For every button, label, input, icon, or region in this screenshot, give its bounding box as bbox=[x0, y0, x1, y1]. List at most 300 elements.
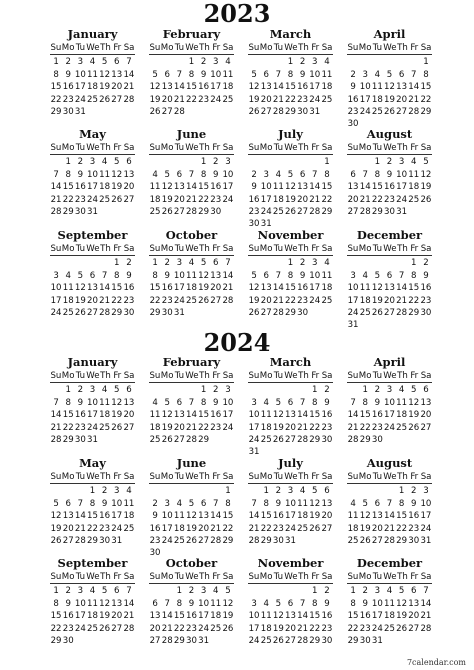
weekday-label: Th bbox=[397, 143, 408, 153]
weekday-label: Sa bbox=[321, 43, 333, 53]
day-cell: 2 bbox=[213, 385, 219, 396]
day-cell: 14 bbox=[408, 82, 420, 93]
month-name: May bbox=[79, 456, 106, 470]
day-cell: 1 bbox=[152, 258, 158, 269]
day-cell bbox=[371, 56, 383, 68]
weekday-header bbox=[248, 243, 333, 256]
day-cell bbox=[284, 384, 296, 396]
day-cell bbox=[272, 156, 284, 168]
day-cell: 22 bbox=[62, 422, 74, 433]
weekday-label: Su bbox=[248, 244, 260, 254]
day-cell: 21 bbox=[186, 194, 197, 205]
weekday-label: Fr bbox=[311, 472, 320, 482]
day-cell: 10 bbox=[173, 270, 185, 281]
day-cell: 16 bbox=[297, 283, 309, 294]
day-cell bbox=[396, 647, 408, 659]
week-row bbox=[149, 535, 234, 547]
week-row bbox=[50, 610, 135, 622]
day-cell: 29 bbox=[285, 106, 296, 117]
month-block bbox=[149, 556, 234, 660]
day-cell: 22 bbox=[420, 94, 432, 105]
day-cell: 19 bbox=[111, 410, 123, 421]
day-cell: 3 bbox=[312, 258, 318, 269]
day-cell: 24 bbox=[87, 194, 98, 205]
weekday-label: Su bbox=[347, 43, 359, 53]
week-row bbox=[347, 69, 432, 81]
day-cell: 3 bbox=[263, 169, 269, 180]
day-cell: 24 bbox=[248, 434, 260, 445]
week-row bbox=[50, 282, 135, 294]
day-cell: 27 bbox=[420, 422, 432, 433]
day-cell: 10 bbox=[87, 397, 98, 408]
weekday-label: Mo bbox=[160, 143, 174, 153]
week-row bbox=[248, 635, 333, 647]
day-cell: 7 bbox=[251, 498, 257, 509]
day-cell bbox=[222, 206, 234, 218]
day-cell: 8 bbox=[324, 169, 330, 180]
day-cell: 30 bbox=[123, 307, 135, 318]
day-cell: 7 bbox=[225, 258, 231, 269]
weekday-header bbox=[50, 142, 135, 155]
day-cell: 5 bbox=[275, 397, 282, 408]
weekday-label: Sa bbox=[123, 371, 135, 381]
weekday-label: Sa bbox=[321, 371, 333, 381]
day-cell: 23 bbox=[74, 194, 86, 205]
day-cell: 14 bbox=[123, 598, 135, 609]
weekday-label: Mo bbox=[358, 572, 372, 582]
week-row bbox=[149, 598, 234, 610]
day-cell: 12 bbox=[408, 397, 420, 408]
day-cell: 27 bbox=[396, 106, 408, 117]
week-row bbox=[149, 397, 234, 409]
week-row bbox=[149, 270, 234, 282]
day-cell bbox=[383, 647, 395, 659]
weekday-label: Su bbox=[347, 572, 359, 582]
week-row bbox=[149, 485, 234, 497]
day-cell: 10 bbox=[248, 410, 260, 421]
month-name: September bbox=[57, 228, 128, 242]
month-name: December bbox=[356, 556, 423, 570]
day-cell: 12 bbox=[272, 410, 284, 421]
day-cell: 18 bbox=[321, 283, 333, 294]
day-cell: 20 bbox=[123, 410, 135, 421]
weekday-label: Tu bbox=[372, 371, 383, 381]
day-cell bbox=[408, 56, 420, 68]
day-cell: 16 bbox=[347, 94, 359, 105]
day-cell: 19 bbox=[272, 422, 284, 433]
weekday-header bbox=[347, 471, 432, 484]
day-cell: 28 bbox=[347, 434, 359, 445]
day-cell: 11 bbox=[260, 611, 272, 622]
day-cell: 29 bbox=[285, 307, 296, 318]
day-cell bbox=[272, 257, 284, 269]
week-row bbox=[248, 169, 333, 181]
week-row bbox=[248, 106, 333, 118]
day-cell: 2 bbox=[362, 586, 368, 597]
day-cell bbox=[260, 257, 272, 269]
day-cell: 18 bbox=[210, 611, 222, 622]
weekday-label: Tu bbox=[273, 244, 284, 254]
day-cell: 7 bbox=[386, 498, 393, 509]
day-cell bbox=[99, 635, 111, 647]
weekday-label: Tu bbox=[174, 43, 185, 53]
day-cell: 28 bbox=[384, 535, 395, 546]
day-cell: 31 bbox=[285, 535, 296, 546]
day-cell: 25 bbox=[149, 206, 161, 217]
day-cell: 18 bbox=[62, 295, 74, 306]
weekday-label: Th bbox=[100, 472, 111, 482]
day-cell: 9 bbox=[299, 69, 306, 80]
day-cell bbox=[210, 106, 222, 118]
day-cell: 9 bbox=[386, 169, 393, 180]
day-cell: 22 bbox=[198, 422, 210, 433]
weekday-label: Su bbox=[248, 43, 260, 53]
day-cell bbox=[50, 384, 62, 396]
day-cell: 1 bbox=[225, 486, 231, 497]
day-cell bbox=[185, 106, 197, 118]
day-cell: 28 bbox=[272, 307, 284, 318]
day-cell: 10 bbox=[309, 270, 321, 281]
month-block bbox=[347, 556, 432, 660]
day-cell: 1 bbox=[200, 157, 207, 168]
day-cell: 15 bbox=[396, 511, 408, 522]
week-row bbox=[149, 647, 234, 659]
day-cell: 23 bbox=[321, 422, 333, 433]
weekday-label: Su bbox=[347, 244, 359, 254]
weekday-label: Mo bbox=[259, 472, 273, 482]
day-cell bbox=[321, 106, 333, 118]
day-cell: 19 bbox=[396, 611, 408, 622]
day-cell: 24 bbox=[420, 523, 432, 534]
day-cell: 17 bbox=[222, 410, 234, 421]
day-cell: 16 bbox=[210, 182, 222, 193]
day-cell: 16 bbox=[99, 511, 111, 522]
weekday-label: We bbox=[185, 371, 199, 381]
week-row bbox=[149, 510, 234, 522]
day-cell: 14 bbox=[272, 283, 284, 294]
day-cell: 4 bbox=[176, 498, 183, 509]
day-cell: 23 bbox=[371, 422, 383, 433]
day-cell: 13 bbox=[111, 69, 123, 80]
day-cell bbox=[173, 647, 185, 659]
day-cell: 3 bbox=[225, 385, 231, 396]
day-cell: 17 bbox=[285, 511, 296, 522]
day-cell: 27 bbox=[123, 194, 135, 205]
day-cell: 10 bbox=[198, 598, 210, 609]
weekday-label: Mo bbox=[61, 143, 75, 153]
day-cell: 2 bbox=[77, 385, 84, 396]
day-cell bbox=[86, 647, 98, 659]
day-cell: 8 bbox=[263, 498, 269, 509]
day-cell: 26 bbox=[384, 106, 395, 117]
day-cell: 7 bbox=[164, 598, 170, 609]
week-row bbox=[50, 434, 135, 446]
week-row bbox=[50, 169, 135, 181]
weekday-label: Su bbox=[149, 244, 161, 254]
day-cell bbox=[74, 635, 86, 647]
day-cell: 26 bbox=[359, 535, 371, 546]
day-cell: 19 bbox=[408, 410, 420, 421]
weekday-label: Fr bbox=[212, 143, 221, 153]
day-cell: 27 bbox=[384, 307, 395, 318]
weekday-label: Fr bbox=[311, 143, 320, 153]
day-cell: 4 bbox=[213, 586, 219, 597]
day-cell: 17 bbox=[420, 511, 432, 522]
day-cell: 23 bbox=[99, 523, 111, 534]
week-row bbox=[347, 56, 432, 68]
day-cell bbox=[347, 485, 359, 497]
day-cell: 8 bbox=[65, 397, 71, 408]
week-row bbox=[347, 106, 432, 118]
weekday-label: Tu bbox=[75, 244, 86, 254]
day-cell: 12 bbox=[371, 283, 383, 294]
day-cell: 22 bbox=[111, 295, 123, 306]
day-cell: 3 bbox=[77, 586, 84, 597]
weekday-header bbox=[347, 571, 432, 584]
weekday-label: Tu bbox=[372, 244, 383, 254]
day-cell: 5 bbox=[152, 69, 158, 80]
day-cell: 17 bbox=[222, 182, 234, 193]
day-cell: 16 bbox=[321, 611, 333, 622]
day-cell: 23 bbox=[62, 623, 74, 634]
weekday-header bbox=[50, 471, 135, 484]
month-name: March bbox=[269, 355, 312, 369]
day-cell: 14 bbox=[347, 410, 359, 421]
weekday-label: Fr bbox=[311, 43, 320, 53]
day-cell: 30 bbox=[321, 635, 333, 646]
day-cell bbox=[248, 585, 260, 597]
day-cell: 30 bbox=[359, 635, 371, 646]
week-row bbox=[50, 270, 135, 282]
week-row bbox=[347, 270, 432, 282]
day-cell: 26 bbox=[420, 194, 432, 205]
month-block bbox=[347, 27, 432, 131]
day-cell bbox=[222, 106, 234, 118]
week-row bbox=[50, 295, 135, 307]
day-cell: 15 bbox=[309, 410, 321, 421]
day-cell: 3 bbox=[423, 486, 429, 497]
day-cell: 8 bbox=[53, 598, 59, 609]
weekday-label: We bbox=[383, 572, 397, 582]
week-row bbox=[149, 523, 234, 535]
day-cell: 13 bbox=[173, 410, 185, 421]
weekday-label: Mo bbox=[61, 472, 75, 482]
day-cell: 11 bbox=[321, 69, 333, 80]
day-cell: 5 bbox=[114, 385, 120, 396]
day-cell: 22 bbox=[309, 422, 321, 433]
day-cell: 11 bbox=[173, 511, 185, 522]
day-cell: 5 bbox=[374, 270, 381, 281]
day-cell: 22 bbox=[222, 523, 234, 534]
day-cell: 7 bbox=[423, 586, 429, 597]
day-cell: 25 bbox=[87, 623, 98, 634]
weekday-header bbox=[248, 370, 333, 383]
day-cell: 24 bbox=[347, 307, 359, 318]
week-row bbox=[50, 257, 135, 269]
day-cell: 20 bbox=[396, 94, 408, 105]
day-cell: 16 bbox=[74, 410, 86, 421]
day-cell: 4 bbox=[324, 258, 330, 269]
day-cell: 10 bbox=[359, 82, 371, 93]
day-cell: 14 bbox=[248, 511, 260, 522]
day-cell: 14 bbox=[74, 511, 86, 522]
day-cell: 26 bbox=[248, 106, 260, 117]
day-cell: 20 bbox=[260, 295, 272, 306]
day-cell: 30 bbox=[210, 206, 222, 217]
week-row bbox=[248, 194, 333, 206]
day-cell: 19 bbox=[371, 295, 383, 306]
day-cell: 3 bbox=[251, 397, 257, 408]
day-cell bbox=[198, 647, 210, 659]
day-cell: 29 bbox=[62, 434, 74, 445]
day-cell: 11 bbox=[87, 69, 98, 80]
day-cell: 2 bbox=[65, 57, 71, 68]
day-cell: 12 bbox=[359, 511, 371, 522]
year-title: 2024 bbox=[203, 328, 271, 357]
day-cell: 8 bbox=[176, 598, 183, 609]
day-cell: 4 bbox=[350, 498, 356, 509]
day-cell: 5 bbox=[164, 169, 170, 180]
day-cell: 20 bbox=[87, 295, 98, 306]
day-cell: 1 bbox=[53, 57, 59, 68]
day-cell: 20 bbox=[123, 182, 135, 193]
month-block bbox=[149, 228, 234, 332]
day-cell: 30 bbox=[161, 307, 173, 318]
weekday-label: Sa bbox=[222, 244, 234, 254]
week-row bbox=[347, 397, 432, 409]
weekday-label: Tu bbox=[75, 371, 86, 381]
day-cell: 26 bbox=[186, 535, 197, 546]
weekday-label: Tu bbox=[174, 371, 185, 381]
week-row bbox=[347, 181, 432, 193]
week-row bbox=[50, 194, 135, 206]
day-cell: 4 bbox=[398, 385, 405, 396]
day-cell: 12 bbox=[149, 82, 161, 93]
weekday-label: Tu bbox=[75, 572, 86, 582]
day-cell: 30 bbox=[297, 307, 309, 318]
day-cell: 21 bbox=[161, 623, 173, 634]
day-cell bbox=[371, 647, 383, 659]
day-cell bbox=[99, 434, 111, 446]
day-cell: 11 bbox=[347, 511, 359, 522]
day-cell: 28 bbox=[359, 206, 371, 217]
day-cell: 29 bbox=[62, 206, 74, 217]
day-cell: 1 bbox=[89, 486, 96, 497]
month-block bbox=[248, 556, 333, 660]
day-cell: 23 bbox=[297, 94, 309, 105]
weekday-label: Sa bbox=[222, 572, 234, 582]
weekday-label: Su bbox=[50, 371, 62, 381]
day-cell: 25 bbox=[186, 295, 197, 306]
day-cell: 14 bbox=[297, 611, 309, 622]
day-cell: 14 bbox=[297, 410, 309, 421]
day-cell: 14 bbox=[50, 410, 62, 421]
day-cell bbox=[248, 156, 260, 168]
day-cell: 29 bbox=[50, 106, 62, 117]
week-row bbox=[347, 384, 432, 396]
day-cell: 31 bbox=[260, 219, 272, 230]
day-cell: 6 bbox=[386, 270, 393, 281]
weekday-label: Su bbox=[50, 143, 62, 153]
week-row bbox=[149, 206, 234, 218]
day-cell: 21 bbox=[272, 295, 284, 306]
weekday-label: Tu bbox=[174, 143, 185, 153]
week-row bbox=[347, 485, 432, 497]
month-name: June bbox=[176, 456, 207, 470]
weekday-label: Tu bbox=[273, 572, 284, 582]
day-cell: 2 bbox=[200, 57, 207, 68]
week-row bbox=[248, 181, 333, 193]
week-row bbox=[248, 498, 333, 510]
week-row bbox=[149, 422, 234, 434]
day-cell: 7 bbox=[299, 397, 306, 408]
day-cell: 18 bbox=[87, 82, 98, 93]
day-cell: 15 bbox=[371, 182, 383, 193]
day-cell: 12 bbox=[161, 182, 173, 193]
week-row bbox=[248, 610, 333, 622]
week-row bbox=[50, 156, 135, 168]
day-cell: 24 bbox=[74, 94, 86, 105]
day-cell: 19 bbox=[161, 422, 173, 433]
day-cell: 4 bbox=[65, 270, 71, 281]
day-cell: 1 bbox=[263, 486, 269, 497]
day-cell bbox=[161, 647, 173, 659]
day-cell: 23 bbox=[210, 422, 222, 433]
week-row bbox=[248, 585, 333, 597]
day-cell bbox=[50, 647, 62, 659]
day-cell: 27 bbox=[347, 206, 359, 217]
day-cell: 22 bbox=[173, 623, 185, 634]
week-row bbox=[50, 81, 135, 93]
weekday-label: Tu bbox=[372, 143, 383, 153]
week-row bbox=[347, 498, 432, 510]
day-cell: 17 bbox=[248, 623, 260, 634]
week-row bbox=[149, 282, 234, 294]
day-cell: 21 bbox=[408, 94, 420, 105]
day-cell: 17 bbox=[248, 422, 260, 433]
day-cell: 7 bbox=[275, 69, 282, 80]
day-cell: 20 bbox=[347, 194, 359, 205]
day-cell: 20 bbox=[111, 82, 123, 93]
day-cell bbox=[123, 106, 135, 118]
day-cell: 22 bbox=[50, 94, 62, 105]
day-cell bbox=[99, 257, 111, 269]
day-cell: 15 bbox=[198, 410, 210, 421]
day-cell bbox=[297, 585, 309, 597]
day-cell: 22 bbox=[149, 295, 161, 306]
day-cell: 25 bbox=[222, 94, 234, 105]
day-cell: 4 bbox=[374, 69, 381, 80]
week-row bbox=[149, 498, 234, 510]
day-cell: 10 bbox=[420, 498, 432, 509]
day-cell: 29 bbox=[347, 635, 359, 646]
day-cell: 13 bbox=[149, 611, 161, 622]
week-row bbox=[248, 384, 333, 396]
day-cell: 5 bbox=[101, 586, 108, 597]
day-cell bbox=[396, 56, 408, 68]
day-cell: 30 bbox=[99, 535, 111, 546]
day-cell: 23 bbox=[297, 295, 309, 306]
day-cell: 10 bbox=[285, 498, 296, 509]
day-cell: 18 bbox=[149, 194, 161, 205]
day-cell: 27 bbox=[173, 206, 185, 217]
day-cell: 21 bbox=[123, 611, 135, 622]
day-cell: 19 bbox=[50, 523, 62, 534]
weekday-label: Tu bbox=[273, 472, 284, 482]
week-row bbox=[347, 94, 432, 106]
day-cell: 15 bbox=[420, 82, 432, 93]
day-cell bbox=[420, 206, 432, 218]
